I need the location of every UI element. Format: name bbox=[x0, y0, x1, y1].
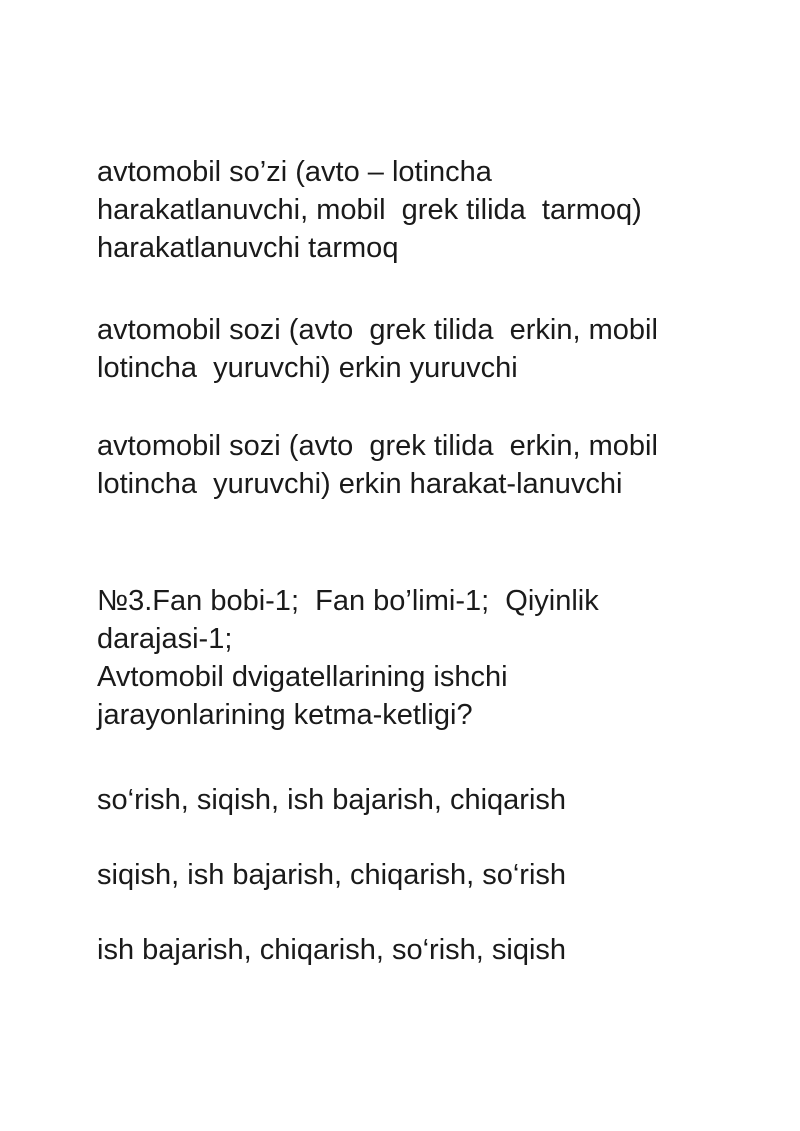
answer-option-block-2 bbox=[97, 311, 737, 387]
question-text-line: jarayonlarining ketma-ketligi? bbox=[97, 699, 473, 731]
option-text: ish bajarish, chiqarish, so‘rish, siqish bbox=[97, 934, 567, 966]
text-line: lotincha yuruvchi) erkin yuruvchi bbox=[97, 352, 518, 384]
question-3-option-2 bbox=[97, 856, 737, 894]
text-line: harakatlanuvchi tarmoq bbox=[97, 232, 399, 264]
text-line: avtomobil so’zi (avto – lotincha bbox=[97, 156, 492, 188]
question-3-option-1 bbox=[97, 781, 737, 819]
question-3-option-3 bbox=[97, 931, 737, 969]
question-meta-line: №3.Fan bobi-1; Fan bo’limi-1; Qiyinlik bbox=[97, 585, 599, 617]
question-header bbox=[97, 582, 737, 734]
answer-option-block-1 bbox=[97, 153, 737, 267]
question-text-line: Avtomobil dvigatellarining ishchi bbox=[97, 661, 508, 693]
question-meta-line: darajasi-1; bbox=[97, 623, 233, 655]
answer-option-block-3 bbox=[97, 427, 737, 503]
option-text: so‘rish, siqish, ish bajarish, chiqarish bbox=[97, 784, 567, 816]
text-line: avtomobil sozi (avto grek tilida erkin, mobil bbox=[97, 314, 658, 346]
text-line: avtomobil sozi (avto grek tilida erkin, mobil bbox=[97, 430, 658, 462]
text-line: lotincha yuruvchi) erkin harakat-lanuvchi bbox=[97, 468, 623, 500]
option-text: siqish, ish bajarish, chiqarish, so‘rish bbox=[97, 859, 567, 891]
text-line: harakatlanuvchi, mobil grek tilida tarmoq) bbox=[97, 194, 642, 226]
